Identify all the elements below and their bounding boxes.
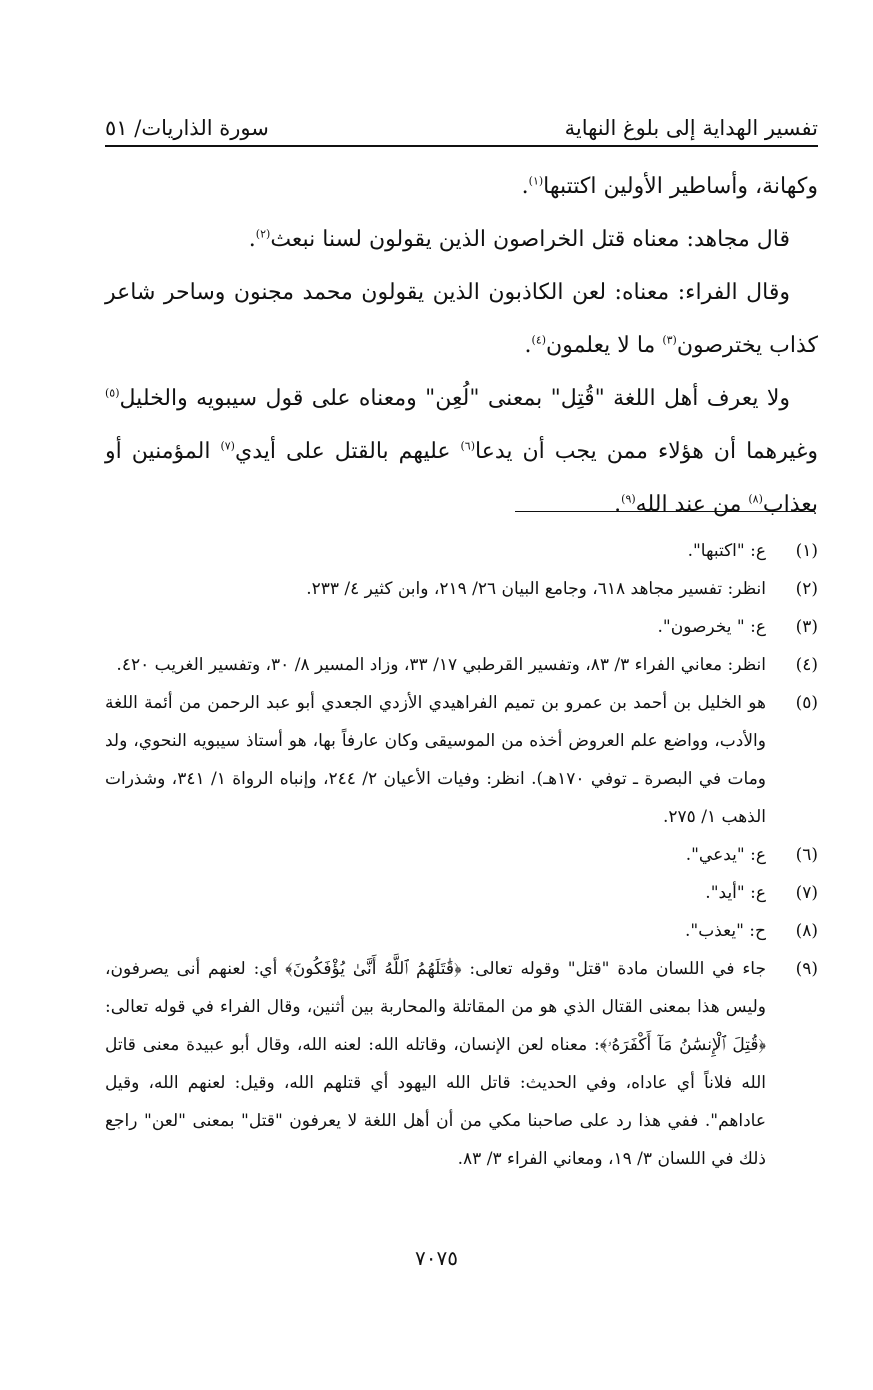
footnotes bbox=[105, 532, 818, 1178]
footnote-text: هو الخليل بن أحمد بن عمرو بن تميم الفراهيدي الأزدي الجعدي أبو عبد الرحمن من أئمة اللغة والأدب، وواضع علم العروض أخذه من الموسيقى وكان عارفاً بها، هو أستاذ سيبويه النحوي، ولد ومات في البصرة ـ توفي ١٧٠هـ). انظر: وفيات الأعيان ٢/ ٢٤٤، وإنباه الرواة ١/ ٣٤١، وشذرات الذهب ١/ ٢٧٥. bbox=[105, 693, 767, 827]
footnote-number: (٦) bbox=[795, 845, 818, 865]
footnote-number: (٧) bbox=[795, 883, 818, 903]
paragraph: ولا يعرف أهل اللغة "قُتِل" بمعنى "لُعِن" ومعناه على قول سيبويه والخليل$^{(٥)}$ وغيرهما أن هؤلاء ممن يجب أن يدعا$^{(٦)}$ عليهم بالقتل على أيدي$^{(٧)}$ المؤمنين أو بعذاب$^{(٨)}$ من عند الله$^{(٩)}$. bbox=[105, 386, 819, 517]
footnote-number: (٢) bbox=[795, 579, 818, 599]
paragraph: قال مجاهد: معناه قتل الخراصون الذين يقولون لسنا نبعث$^{(٢)}$. bbox=[248, 227, 790, 252]
footnote-ref: (٤) bbox=[531, 333, 547, 347]
footnote bbox=[105, 532, 818, 570]
footnote-number: (٩) bbox=[795, 959, 818, 979]
footnote-text: ع: "أيد". bbox=[705, 883, 766, 903]
footnote-text: انظر: تفسير مجاهد ٦١٨، وجامع البيان ٢٦/ ٢١٩، وابن كثير ٤/ ٢٣٣. bbox=[306, 579, 766, 599]
footnote bbox=[105, 608, 818, 646]
footnote-text: ع: "اكتبها". bbox=[687, 541, 766, 561]
footnote-ref: (٦) bbox=[460, 439, 476, 453]
main-text bbox=[105, 160, 818, 531]
footnote bbox=[105, 836, 818, 874]
footnote-number: (١) bbox=[795, 541, 818, 561]
footnote bbox=[105, 646, 818, 684]
footnote-number: (٥) bbox=[795, 693, 818, 713]
footnote-ref: (٩) bbox=[621, 492, 636, 506]
footnote-ref: (٣) bbox=[662, 333, 677, 347]
footnote bbox=[105, 570, 818, 608]
footnote-number: (٨) bbox=[795, 921, 818, 941]
footnote-ref: (٧) bbox=[220, 439, 235, 453]
footnote-separator bbox=[515, 511, 815, 512]
running-header bbox=[105, 100, 818, 140]
surah-label: سورة الذاريات/ ٥١ bbox=[105, 116, 269, 140]
header-rule bbox=[105, 145, 818, 147]
footnote bbox=[105, 874, 818, 912]
footnote bbox=[105, 950, 818, 1178]
footnote-ref: (٥) bbox=[105, 386, 120, 400]
footnote-text: جاء في اللسان مادة "قتل" وقوله تعالى: ﴿قَٰتَلَهُمُ ٱللَّهُ أَنَّىٰ يُؤْفَكُونَ﴾ أي: لعنهم أنى يصرفون، وليس هذا بمعنى القتال الذي هو من المقاتلة والمحاربة بين أثنين، وقال الفراء في قوله تعالى: ﴿قُتِلَ ٱلْإِنسَٰنُ مَآ أَكْفَرَهُۥ﴾: معناه لعن الإنسان، وقاتله الله: لعنه الله، وقال أبو عبيدة معنى قاتل الله فلاناً أي عاداه، وفي الحديث: قاتل الله اليهود أي قتلهم الله، وقيل: لعنهم الله، وقيل عاداهم". ففي هذا رد على صاحبنا مكي من أن أهل اللغة لا يعرفون "قتل" بمعنى "لعن" راجع ذلك في اللسان ٣/ ١٩، ومعاني الفراء ٣/ ٨٣. bbox=[105, 959, 766, 1169]
footnote-text: ع: "يدعي". bbox=[685, 845, 766, 865]
page-number: ٧٠٧٥ bbox=[415, 1246, 458, 1270]
footnote bbox=[105, 684, 818, 836]
book-title: تفسير الهداية إلى بلوغ النهاية bbox=[564, 116, 818, 140]
footnote-text: انظر: معاني الفراء ٣/ ٨٣، وتفسير القرطبي ١٧/ ٣٣، وزاد المسير ٨/ ٣٠، وتفسير الغريب ٤٢٠. bbox=[116, 655, 766, 675]
paragraph: وكهانة، وأساطير الأولين اكتتبها$^{(١)}$. bbox=[521, 174, 818, 199]
footnote-number: (٣) bbox=[795, 617, 818, 637]
footnote bbox=[105, 912, 818, 950]
footnote-ref: (٨) bbox=[748, 492, 763, 506]
footnote-text: ع: " يخرصون". bbox=[657, 617, 766, 637]
footnote-ref: (١) bbox=[528, 174, 544, 188]
footnote-number: (٤) bbox=[795, 655, 818, 675]
footnote-text: ح: "يعذب". bbox=[684, 921, 766, 941]
paragraph: وقال الفراء: معناه: لعن الكاذبون الذين يقولون محمد مجنون وساحر شاعر كذاب يخترصون$^{(٣)}$ ما لا يعلمون$^{(٤)}$. bbox=[105, 280, 818, 358]
footnote-ref: (٢) bbox=[255, 227, 271, 241]
